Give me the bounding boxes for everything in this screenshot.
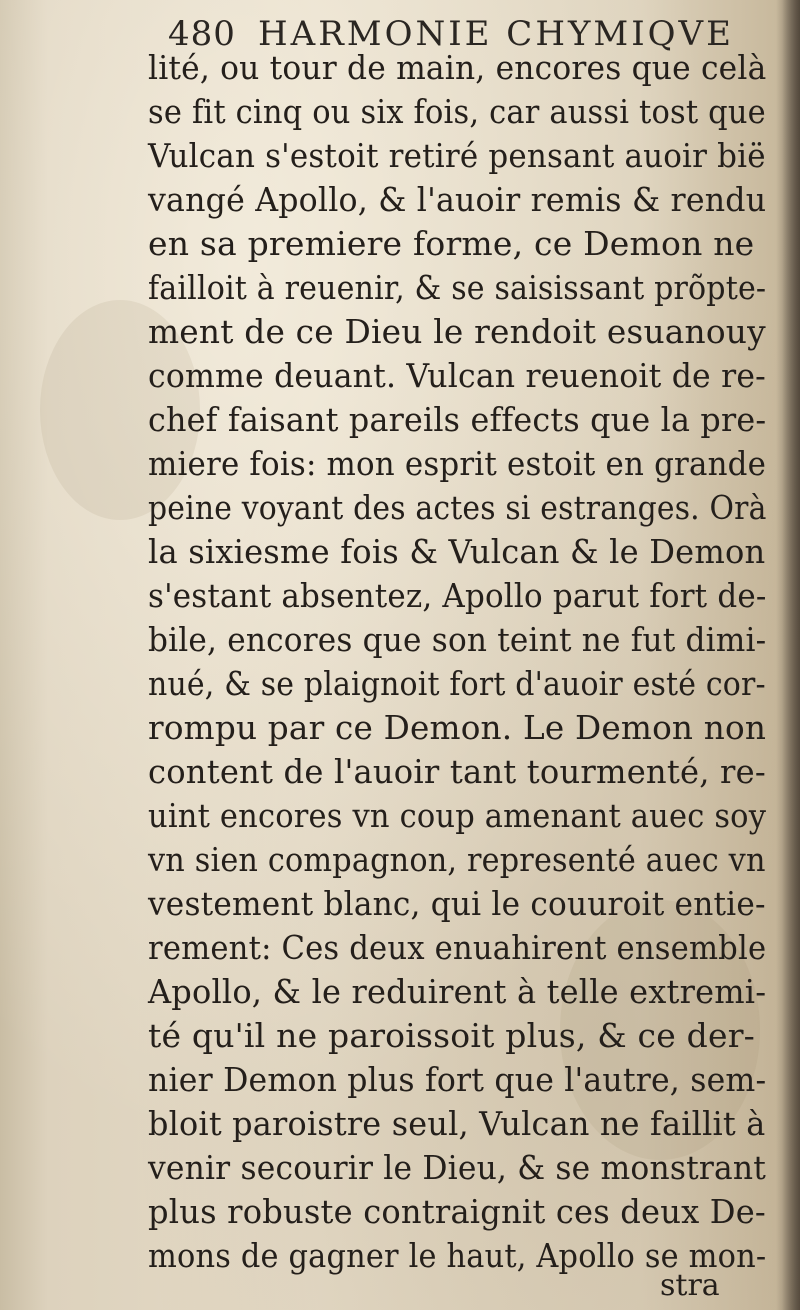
- page-spine-shadow: [782, 0, 800, 1310]
- text-line: plus robuste contraignit ces deux De-: [148, 1192, 766, 1231]
- text-line: vangé Apollo, & l'auoir remis & rendu: [148, 180, 767, 219]
- text-line: nué, & se plaignoit fort d'auoir esté cor-: [148, 664, 766, 703]
- text-line: bile, encores que son teint ne fut dimi-: [148, 620, 767, 659]
- text-line: content de l'auoir tant tourmenté, re-: [148, 752, 766, 791]
- text-line: mons de gagner le haut, Apollo se mon-: [148, 1236, 767, 1275]
- text-line: comme deuant. Vulcan reuenoit de re-: [148, 356, 766, 395]
- text-line: venir secourir le Dieu, & se monstrant: [148, 1148, 767, 1187]
- text-line: la sixiesme fois & Vulcan & le Demon: [148, 532, 766, 571]
- text-line: Vulcan s'estoit retiré pensant auoir bië: [148, 136, 766, 175]
- text-line: rement: Ces deux enuahirent ensemble: [148, 928, 767, 967]
- text-line: chef faisant pareils effects que la pre-: [148, 400, 767, 439]
- text-line: uint encores vn coup amenant auec soy: [148, 796, 767, 835]
- text-line: failloit à reuenir, & se saisissant prõpte-: [148, 268, 767, 307]
- text-line: lité, ou tour de main, encores que celà: [148, 48, 767, 87]
- text-line: vn sien compagnon, representé auec vn: [148, 840, 766, 879]
- text-line: s'estant absentez, Apollo parut fort de-: [148, 576, 767, 615]
- text-line: en sa premiere forme, ce Demon ne: [148, 224, 755, 263]
- text-line: bloit paroistre seul, Vulcan ne faillit à: [148, 1104, 766, 1143]
- text-line: peine voyant des actes si estranges. Orà: [148, 488, 767, 527]
- text-line: nier Demon plus fort que l'autre, sem-: [148, 1060, 767, 1099]
- text-line: miere fois: mon esprit estoit en grande: [148, 444, 767, 483]
- text-line: vestement blanc, qui le couuroit entie-: [148, 884, 766, 923]
- text-line: rompu par ce Demon. Le Demon non: [148, 708, 767, 747]
- text-line: ment de ce Dieu le rendoit esuanouy: [148, 312, 766, 351]
- page-number: 480: [168, 14, 236, 54]
- text-line: Apollo, & le reduirent à telle extremi-: [148, 972, 767, 1011]
- catchword: stra: [660, 1268, 720, 1303]
- text-line: se fit cinq ou six fois, car aussi tost que: [148, 92, 766, 131]
- running-title: HARMONIE CHYMIQVE: [258, 14, 734, 54]
- text-line: té qu'il ne paroissoit plus, & ce der-: [148, 1016, 756, 1055]
